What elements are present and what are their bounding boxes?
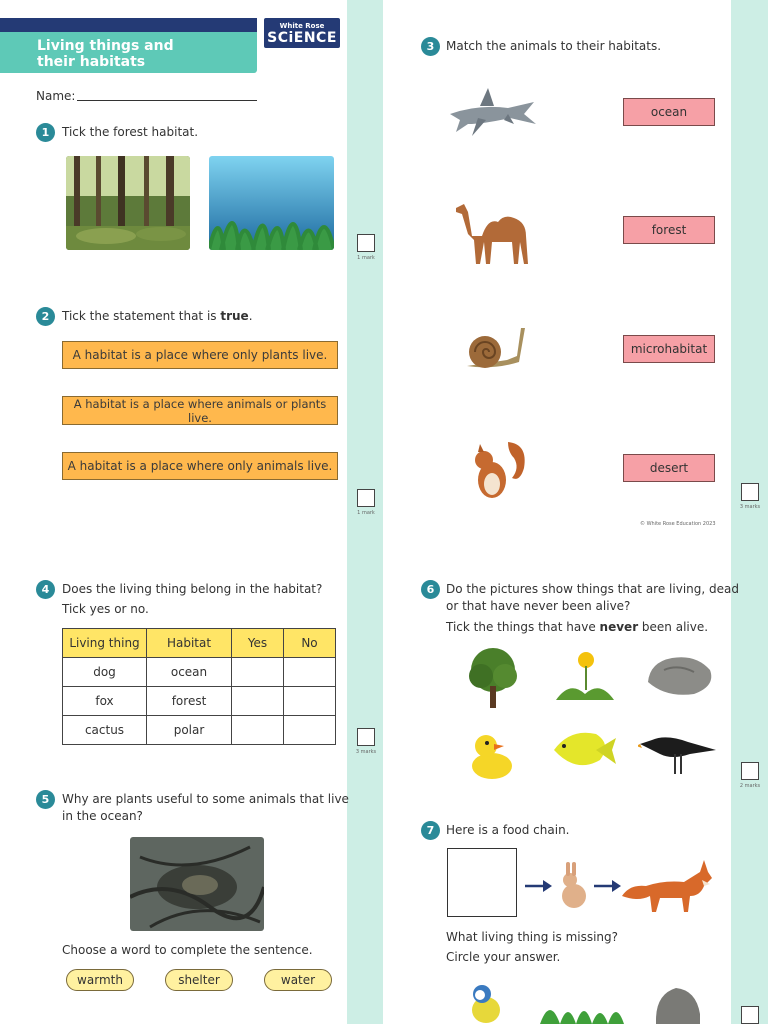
tree-icon[interactable] (463, 646, 523, 710)
table-row (63, 658, 336, 687)
forest-photo[interactable] (66, 156, 190, 250)
habitat-forest[interactable]: forest (623, 216, 715, 244)
no-cell[interactable] (284, 658, 336, 687)
arrow-right-icon (594, 878, 622, 892)
q6-text-start: Tick the things that have (446, 620, 600, 634)
q4-mark-box[interactable] (357, 728, 375, 746)
q5-choose-text: Choose a word to complete the sentence. (62, 943, 313, 957)
fox-icon (620, 856, 714, 914)
snail-icon (463, 326, 527, 372)
statement-option-1[interactable]: A habitat is a place where only plants live. (62, 341, 338, 369)
q6-text-bold: never (599, 620, 639, 634)
habitat-microhabitat[interactable]: microhabitat (623, 335, 715, 363)
habitat-ocean[interactable]: ocean (623, 98, 715, 126)
word-water[interactable]: water (264, 969, 332, 991)
habitat-cell: ocean (147, 658, 232, 687)
shark-icon (448, 84, 540, 142)
q2-text-end: . (248, 309, 253, 323)
logo-big-text: SCiENCE (267, 30, 337, 46)
header-living-thing: Living thing (63, 629, 147, 658)
q3-text: Match the animals to their habitats. (446, 39, 662, 53)
rabbit-icon (556, 862, 590, 910)
q4-table (62, 628, 336, 745)
name-label: Name: (36, 89, 76, 103)
header-habitat: Habitat (147, 629, 232, 658)
q6-text-line-2: or that have never been alive? (446, 599, 631, 613)
q6-mark-label: 2 marks (739, 783, 761, 789)
q6-text-end: been alive. (638, 620, 709, 634)
q1-mark-label: 1 mark (357, 255, 375, 261)
q6-text-line-1: Do the pictures show things that are living, dead (446, 582, 739, 596)
white-rose-science-logo (264, 18, 340, 48)
copyright-text: © White Rose Education 2023 (640, 521, 716, 527)
q2-mark-label: 1 mark (357, 510, 375, 516)
missing-organism-box[interactable] (447, 848, 517, 917)
q7-mark-box[interactable] (741, 1006, 759, 1024)
statement-option-2[interactable]: A habitat is a place where animals or plants live. (62, 396, 338, 425)
blue-tit-icon[interactable] (464, 980, 508, 1024)
rock-icon[interactable] (652, 984, 704, 1024)
dandelion-icon[interactable] (550, 650, 620, 706)
yes-cell[interactable] (232, 658, 284, 687)
no-cell[interactable] (284, 716, 336, 745)
name-line[interactable] (77, 100, 257, 101)
q1-text: Tick the forest habitat. (62, 125, 199, 139)
grass-icon[interactable] (540, 996, 624, 1024)
q1-mark-box[interactable] (357, 234, 375, 252)
yes-cell[interactable] (232, 716, 284, 745)
ocean-photo[interactable] (209, 156, 334, 250)
table-row (63, 687, 336, 716)
q6-text-line-3 (446, 620, 708, 634)
arrow-right-icon (525, 878, 553, 892)
statement-option-3[interactable]: A habitat is a place where only animals live. (62, 452, 338, 480)
title-line-2: their habitats (37, 54, 146, 70)
yes-cell[interactable] (232, 687, 284, 716)
q3-mark-label: 3 marks (739, 504, 761, 510)
right-page-margin-strip (731, 0, 768, 1024)
logo-small-text: White Rose (279, 22, 325, 30)
header-no: No (284, 629, 336, 658)
q2-text (62, 309, 253, 323)
q2-text-bold: true (220, 309, 249, 323)
word-shelter[interactable]: shelter (165, 969, 233, 991)
q4-text-line-2: Tick yes or no. (62, 602, 149, 616)
yellow-fish-icon[interactable] (550, 724, 620, 776)
q4-text-line-1: Does the living thing belong in the habitat? (62, 582, 323, 596)
q5-number: 5 (36, 790, 55, 809)
living-thing-cell: cactus (63, 716, 147, 745)
q2-number: 2 (36, 307, 55, 326)
q1-number: 1 (36, 123, 55, 142)
no-cell[interactable] (284, 687, 336, 716)
q4-mark-label: 3 marks (355, 749, 377, 755)
habitat-cell: polar (147, 716, 232, 745)
q7-text: Here is a food chain. (446, 823, 570, 837)
living-thing-cell: fox (63, 687, 147, 716)
title-line-1: Living things and (37, 38, 174, 54)
q2-text-start: Tick the statement that is (62, 309, 221, 323)
table-header-row (63, 629, 336, 658)
q6-mark-box[interactable] (741, 762, 759, 780)
q3-mark-box[interactable] (741, 483, 759, 501)
habitat-cell: forest (147, 687, 232, 716)
q4-number: 4 (36, 580, 55, 599)
squirrel-icon (468, 438, 528, 502)
q3-number: 3 (421, 37, 440, 56)
q7-question-1: What living thing is missing? (446, 930, 619, 944)
header-yes: Yes (232, 629, 284, 658)
q7-number: 7 (421, 821, 440, 840)
rubber-duck-icon[interactable] (470, 730, 514, 780)
page-title (0, 32, 257, 73)
rock-icon[interactable] (644, 652, 716, 698)
q6-number: 6 (421, 580, 440, 599)
table-row (63, 716, 336, 745)
q5-text-line-1: Why are plants useful to some animals that live (62, 792, 349, 806)
crab-in-seaweed-photo (130, 837, 264, 931)
living-thing-cell: dog (63, 658, 147, 687)
q7-question-2: Circle your answer. (446, 950, 561, 964)
habitat-desert[interactable]: desert (623, 454, 715, 482)
blackbird-icon[interactable] (638, 724, 718, 778)
camel-icon (452, 196, 538, 266)
q2-mark-box[interactable] (357, 489, 375, 507)
word-warmth[interactable]: warmth (66, 969, 134, 991)
q5-text-line-2: in the ocean? (62, 809, 143, 823)
header-bar (0, 18, 257, 32)
